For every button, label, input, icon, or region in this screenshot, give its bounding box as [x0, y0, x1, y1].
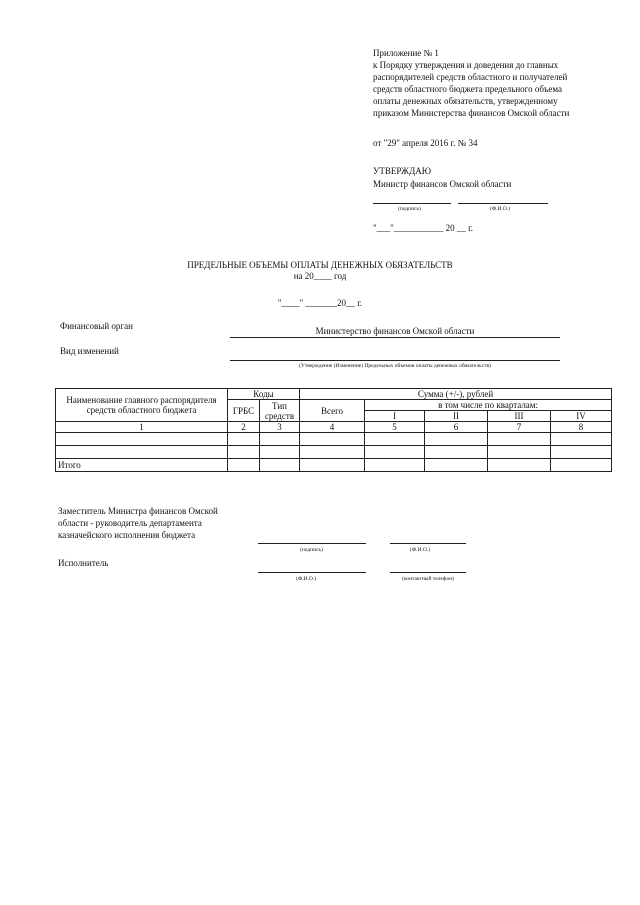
approval-date: "___"___________ 20 __ г.: [373, 223, 474, 233]
cell: [300, 446, 365, 459]
header-codes: Коды: [228, 389, 300, 400]
cell: [425, 459, 488, 472]
table-row: [56, 446, 612, 459]
col-num: 4: [300, 422, 365, 433]
col-num: 8: [551, 422, 612, 433]
approval-position: Министр финансов Омской области: [373, 179, 512, 189]
appendix-line: распорядителей средств областного и получателей: [373, 72, 568, 82]
deputy-name-caption: (Ф.И.О.): [410, 547, 431, 553]
col-num: 2: [228, 422, 260, 433]
deputy-signature-line: [258, 543, 366, 544]
approval-title: УТВЕРЖДАЮ: [373, 166, 432, 176]
approval-signature-caption: (подпись): [398, 206, 421, 212]
appendix-line: средств областного бюджета предельного объема: [373, 84, 563, 94]
executor-name-line: [258, 572, 366, 573]
appendix-line: к Порядку утверждения и доведения до главных: [373, 60, 559, 70]
cell: [425, 446, 488, 459]
table-row: [56, 433, 612, 446]
appendix-line: Приложение № 1: [373, 48, 439, 58]
header-total: Всего: [300, 400, 365, 422]
change-type-label: Вид изменений: [60, 346, 119, 356]
deputy-name-line: [390, 543, 466, 544]
header-grbs: ГРБС: [228, 400, 260, 422]
deputy-line: Заместитель Министра финансов Омской: [58, 506, 218, 516]
approval-name-caption: (Ф.И.О.): [490, 206, 511, 212]
cell: [365, 459, 425, 472]
cell: [551, 459, 612, 472]
executor-name-caption: (Ф.И.О.): [296, 576, 317, 582]
approval-signature-line: [373, 203, 451, 204]
appendix-date: от "29" апреля 2016 г. № 34: [373, 138, 478, 148]
cell: [488, 446, 551, 459]
cell: [228, 446, 260, 459]
finance-body-value: Министерство финансов Омской области: [315, 326, 475, 336]
cell: [300, 433, 365, 446]
document-year: на 20____ год: [293, 271, 347, 281]
header-fund-type: Тип средств: [260, 400, 300, 422]
quarter-1: I: [365, 411, 425, 422]
cell: [260, 433, 300, 446]
header-sum: Сумма (+/-), рублей: [300, 389, 612, 400]
col-num: 7: [488, 422, 551, 433]
cell: [228, 433, 260, 446]
quarter-2: II: [425, 411, 488, 422]
finance-body-line: [230, 337, 560, 338]
cell: [551, 446, 612, 459]
document-date: "____" _______20__ г.: [277, 298, 363, 308]
col-num: 6: [425, 422, 488, 433]
cell: [488, 433, 551, 446]
col-num: 5: [365, 422, 425, 433]
header-name: Наименование главного распорядителя средств областного бюджета: [56, 389, 228, 422]
cell: [488, 459, 551, 472]
cell: [56, 446, 228, 459]
approval-name-line: [458, 203, 548, 204]
document-title: ПРЕДЕЛЬНЫЕ ОБЪЕМЫ ОПЛАТЫ ДЕНЕЖНЫХ ОБЯЗАТЕЛЬСТВ: [187, 260, 453, 270]
cell: [365, 446, 425, 459]
deputy-line: казначейского исполнения бюджета: [58, 530, 196, 540]
appendix-line: оплаты денежных обязательств, утвержденному: [373, 96, 558, 106]
cell: [300, 459, 365, 472]
deputy-signature-caption: (подпись): [300, 547, 323, 553]
total-label: Итого: [56, 459, 228, 472]
limits-table: [55, 388, 612, 472]
quarter-3: III: [488, 411, 551, 422]
cell: [260, 459, 300, 472]
appendix-block: [373, 47, 598, 119]
change-type-line: [230, 360, 560, 361]
deputy-line: области - руководитель департамента: [58, 518, 202, 528]
deputy-block: [58, 505, 218, 541]
executor-label: Исполнитель: [58, 558, 109, 568]
cell: [228, 459, 260, 472]
finance-body-label: Финансовый орган: [60, 321, 133, 331]
cell: [56, 433, 228, 446]
executor-phone-line: [390, 572, 466, 573]
quarter-4: IV: [551, 411, 612, 422]
col-num: 3: [260, 422, 300, 433]
cell: [365, 433, 425, 446]
col-num: 1: [56, 422, 228, 433]
cell: [551, 433, 612, 446]
column-number-row: [56, 422, 612, 433]
total-row: [56, 459, 612, 472]
appendix-line: приказом Министерства финансов Омской области: [373, 108, 570, 118]
cell: [260, 446, 300, 459]
cell: [425, 433, 488, 446]
change-type-caption: (Утверждение (Изменение) Предельных объемов оплаты денежных обязательств): [299, 363, 491, 369]
header-quarters: в том числе по кварталам:: [365, 400, 612, 411]
executor-phone-caption: (контактный телефон): [402, 576, 454, 582]
